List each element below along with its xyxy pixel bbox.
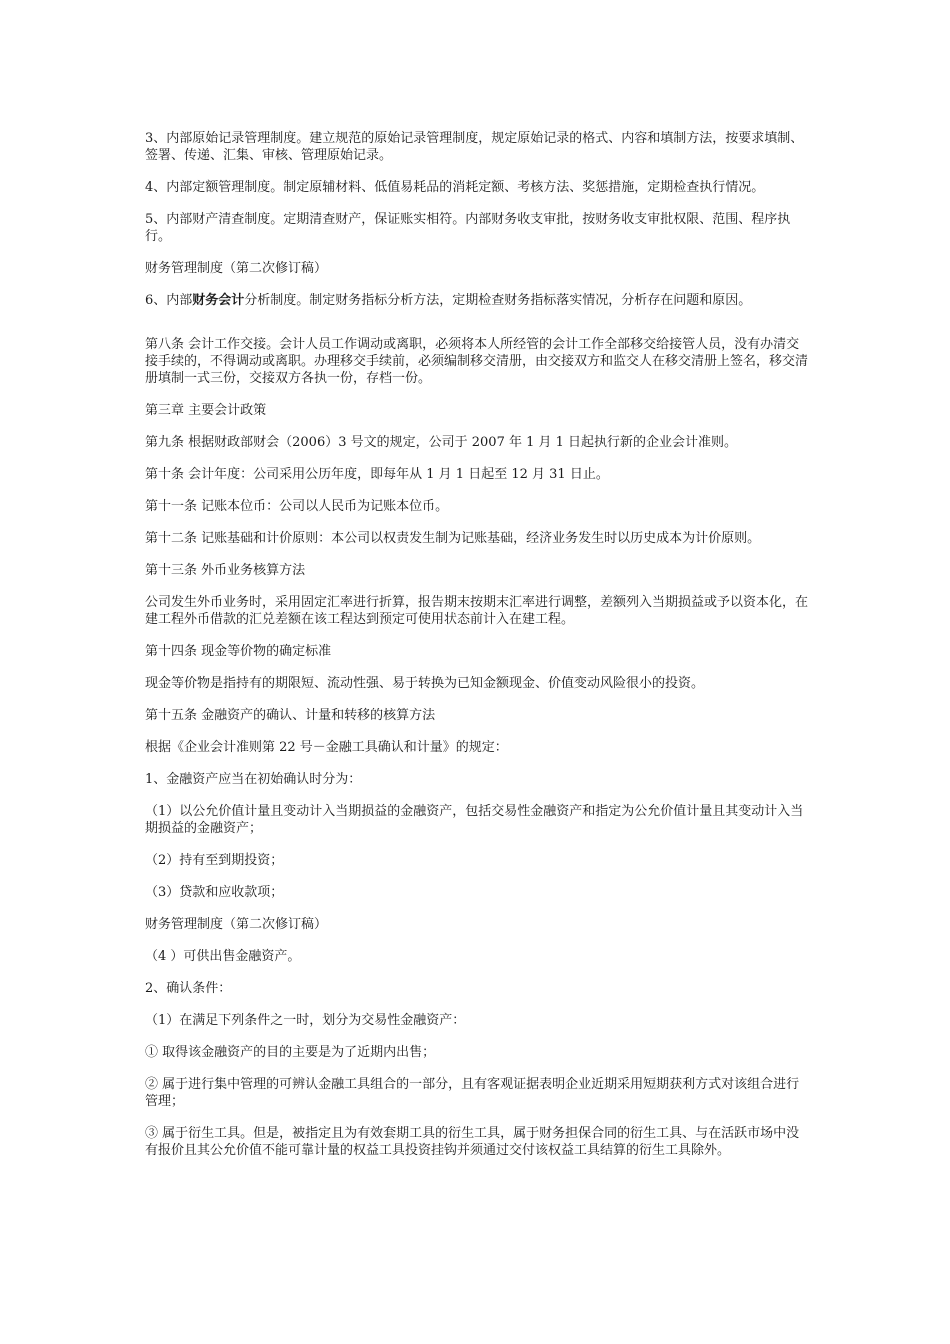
list-item-1: 1、金融资产应当在初始确认时分为： [145, 772, 362, 787]
list-item-1-3: （3）贷款和应收款项； [145, 885, 284, 900]
running-header: 财务管理制度（第二次修订稿） [145, 917, 328, 932]
p6-suffix: 分析制度。制定财务指标分析方法，定期检查财务指标落实情况，分析存在问题和原因。 [244, 293, 752, 308]
paragraph-internal-quota: 4、内部定额管理制度。制定原辅材料、低值易耗品的消耗定额、考核方法、奖惩措施，定期检查执行情况。 [145, 180, 765, 195]
paragraph-analysis-system [145, 292, 810, 309]
list-item-1-1: （1）以公允价值计量且变动计入当期损益的金融资产，包括交易性金融资产和指定为公允价值计量且其变动计入当期损益的金融资产； [145, 804, 804, 836]
article-13-heading: 第十三条 外币业务核算方法 [145, 563, 306, 578]
condition-2: ② 属于进行集中管理的可辨认金融工具组合的一部分，且有客观证据表明企业近期采用短期获利方式对该组合进行管理； [145, 1077, 800, 1109]
article-9: 第九条 根据财政部财会（2006）3 号文的规定，公司于 2007 年 1 月 1 日起执行新的企业会计准则。 [145, 435, 738, 450]
running-header: 财务管理制度（第二次修订稿） [145, 261, 328, 276]
article-15-intro: 根据《企业会计准则第 22 号－金融工具确认和计量》的规定： [145, 740, 508, 755]
p6-prefix: 6、内部 [145, 293, 193, 308]
article-10: 第十条 会计年度：公司采用公历年度，即每年从 1 月 1 日起至 12 月 31 日止。 [145, 467, 609, 482]
p6-bold-term: 财务会计 [192, 293, 245, 308]
condition-1: ① 取得该金融资产的目的主要是为了近期内出售； [145, 1045, 436, 1060]
article-11: 第十一条 记账本位币：公司以人民币为记账本位币。 [145, 499, 449, 514]
chapter-3-heading: 第三章 主要会计政策 [145, 403, 267, 418]
article-14-body: 现金等价物是指持有的期限短、流动性强、易于转换为已知金额现金、价值变动风险很小的投资。 [145, 676, 705, 691]
condition-3: ③ 属于衍生工具。但是，被指定且为有效套期工具的衍生工具，属于财务担保合同的衍生工具、与在活跃市场中没有报价且其公允价值不能可靠计量的权益工具投资挂钩并须通过交付该权益工具结算的衍生工具除外。 [145, 1126, 800, 1158]
document-body [145, 130, 810, 1174]
list-item-2-1: （1）在满足下列条件之一时，划分为交易性金融资产： [145, 1013, 466, 1028]
list-item-1-2: （2）持有至到期投资； [145, 853, 284, 868]
list-item-1-4: （4 ）可供出售金融资产。 [145, 949, 301, 964]
article-12: 第十二条 记账基础和计价原则：本公司以权责发生制为记账基础，经济业务发生时以历史成本为计价原则。 [145, 531, 761, 546]
spacer [145, 324, 810, 336]
list-item-2: 2、确认条件： [145, 981, 232, 996]
article-15-heading: 第十五条 金融资产的确认、计量和转移的核算方法 [145, 708, 436, 723]
article-13-body: 公司发生外币业务时，采用固定汇率进行折算，报告期末按期末汇率进行调整，差额列入当期损益或予以资本化，在建工程外币借款的汇兑差额在该工程达到预定可使用状态前计入在建工程。 [145, 595, 809, 627]
paragraph-internal-records: 3、内部原始记录管理制度。建立规范的原始记录管理制度，规定原始记录的格式、内容和填制方法，按要求填制、签署、传递、汇集、审核、管理原始记录。 [145, 131, 804, 163]
article-14-heading: 第十四条 现金等价物的确定标准 [145, 644, 332, 659]
article-8: 第八条 会计工作交接。会计人员工作调动或离职，必须将本人所经管的会计工作全部移交给接管人员，没有办清交接手续的，不得调动或离职。办理移交手续前，必须编制移交清册，由交接双方和监交人在移交清册上签名，移交清册填制一式三份，交接双方各执一份，存档一份。 [145, 337, 809, 386]
paragraph-property-check: 5、内部财产清查制度。定期清查财产，保证账实相符。内部财务收支审批，按财务收支审批权限、范围、程序执行。 [145, 212, 791, 244]
